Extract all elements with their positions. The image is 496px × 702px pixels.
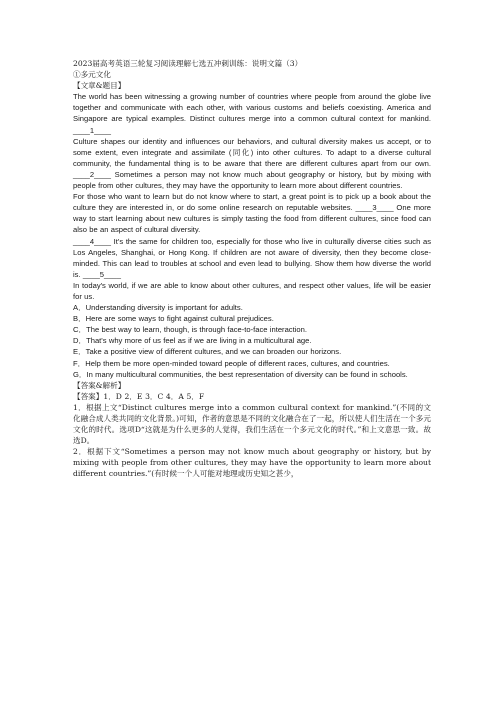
document-body (73, 58, 431, 480)
option-f: F．Help them be more open-minded toward people of different races, cultures, and countries. (73, 358, 390, 368)
option-b: B．Here are some ways to fight against cultural prejudices. (73, 314, 274, 324)
answer-section-label: 【答案&解析】 (73, 380, 126, 390)
option-a: A．Understanding diversity is important for adults. (73, 303, 243, 313)
article-paragraph-5: In today's world, if we are able to know about other cultures, and respect other values, life will be easier for us. (73, 280, 431, 301)
option-d: D．That's why more of us feel as if we are living in a multicultural age. (73, 336, 312, 346)
article-paragraph-1: The world has been witnessing a growing number of countries where people from around the globe live together and communicate with each other, with various customs and beliefs coexisting. America and Singapore are typical examples. Distinct cultures merge into a common cultural context for mankind. ____1____ (73, 92, 431, 135)
article-paragraph-4: ____4____ It's the same for children too, especially for those who live in culturally diverse cities such as Los Angeles, Shanghai, or Hong Kong. If children are not aware of diversity, then they become close-minded. This can lead to troubles at school and even lead to bullying. Show them how diverse the world is. ____5____ (73, 236, 431, 279)
document-title: 2023届高考英语三轮复习阅读理解七选五冲刺训练：说明文篇（3） (73, 59, 303, 68)
section-heading: ①多元文化 (73, 70, 111, 80)
article-paragraph-3: For those who want to learn but do not know where to start, a great point is to pick up a book about the culture they are interested in, or do some online research on reputable websites. ____3____ One more way to start learning about new cultures is simply tasting the food from different cultures, since food can also be an aspect of cultural diversity. (73, 192, 431, 235)
article-label: 【文章&题目】 (73, 81, 126, 91)
answer-key: 【答案】1．D 2．E 3．C 4．A 5．F (73, 391, 205, 401)
option-c: C．The best way to learn, though, is through face-to-face interaction. (73, 325, 307, 335)
option-e: E．Take a positive view of different cultures, and we can broaden our horizons. (73, 347, 342, 357)
explanation-2: 2．根据下文“Sometimes a person may not know much about geography or history, but by mixing with people from other cultures, they may have the opportunity to learn more about different countries.”(有时候一个人可能对地理或历史知之甚少， (73, 447, 431, 479)
explanation-1: 1．根据上文“Distinct cultures merge into a common cultural context for mankind.”(不同的文化融合成人类共同的文化背景。)可知，作者的意思是不同的文化融合在了一起，所以使人们生活在一个多元文化的时代。选项D“这就是为什么更多的人觉得，我们生活在一个多元文化的时代。”和上文意思一致。故选D。 (73, 402, 431, 446)
article-paragraph-2: Culture shapes our identity and influences our behaviors, and cultural diversity makes us accept, or to some extent, even integrate and assimilate (同化) into other cultures. To adapt to a diverse cultural community, the fundamental thing is to be aware that there are different cultures apart from our own. ____2____ Sometimes a person may not know much about geography or history, but by mixing with people from other cultures, they may have the opportunity to learn more about different countries. (73, 136, 431, 191)
option-g: G．In many multicultural communities, the best representation of diversity can be found in schools. (73, 369, 408, 379)
